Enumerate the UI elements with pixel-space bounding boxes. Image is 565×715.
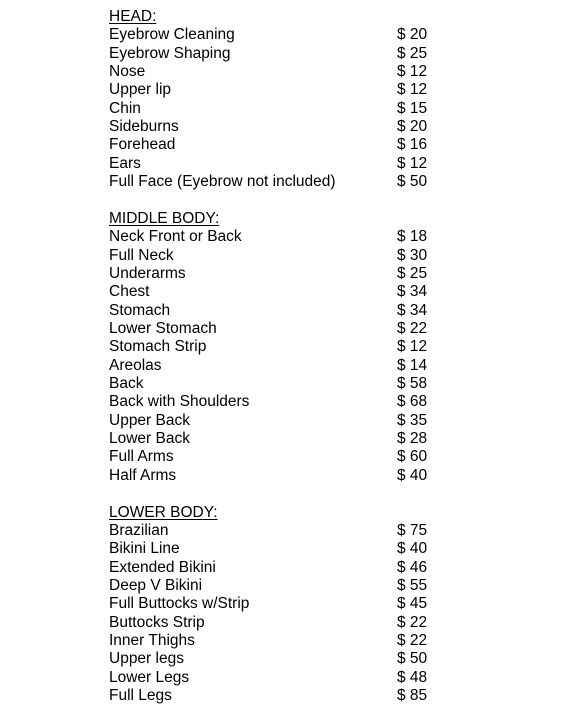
item-name: Upper Back xyxy=(109,411,190,429)
section-lower-body xyxy=(109,504,529,706)
item-price: $ 60 xyxy=(397,448,428,466)
item-name: Brazilian xyxy=(109,521,169,539)
item-price: $ 28 xyxy=(397,430,428,448)
list-item xyxy=(109,100,529,118)
list-item xyxy=(109,650,529,668)
list-item xyxy=(109,614,529,632)
list-item xyxy=(109,302,529,320)
item-price: $ 22 xyxy=(397,632,428,649)
item-name: Full Buttocks w/Strip xyxy=(109,595,250,613)
item-price: $ 20 xyxy=(397,26,428,44)
item-name: Full Face (Eyebrow not included) xyxy=(109,173,336,191)
list-item xyxy=(109,375,529,393)
item-price: $ 85 xyxy=(397,687,428,705)
item-name: Inner Thighs xyxy=(109,632,195,649)
list-item xyxy=(109,632,529,650)
section-head xyxy=(109,8,529,191)
list-item xyxy=(109,577,529,595)
item-price: $ 68 xyxy=(397,393,428,411)
item-name: Sideburns xyxy=(109,118,179,136)
item-price: $ 75 xyxy=(397,521,428,539)
section-heading: MIDDLE BODY: xyxy=(109,209,220,227)
list-item xyxy=(109,687,529,705)
item-price: $ 34 xyxy=(397,283,428,301)
item-price: $ 12 xyxy=(397,81,428,99)
item-price: $ 14 xyxy=(397,356,428,374)
item-price: $ 50 xyxy=(397,650,428,668)
list-item xyxy=(109,118,529,136)
list-item xyxy=(109,26,529,44)
list-item xyxy=(109,320,529,338)
item-price: $ 34 xyxy=(397,301,428,319)
item-name: Areolas xyxy=(109,356,162,374)
item-price: $ 20 xyxy=(397,118,428,136)
item-name: Back with Shoulders xyxy=(109,393,250,411)
item-name: Lower Back xyxy=(109,430,190,448)
list-item xyxy=(109,247,529,265)
item-price: $ 12 xyxy=(397,63,428,81)
list-item xyxy=(109,173,529,191)
item-name: Deep V Bikini xyxy=(109,576,203,594)
item-price: $ 55 xyxy=(397,576,428,594)
list-item xyxy=(109,540,529,558)
list-item xyxy=(109,357,529,375)
list-item xyxy=(109,669,529,687)
item-price: $ 12 xyxy=(397,338,428,356)
list-item xyxy=(109,228,529,246)
item-name: Chest xyxy=(109,283,150,301)
item-name: Half Arms xyxy=(109,466,177,484)
item-name: Full Neck xyxy=(109,246,174,264)
list-item xyxy=(109,45,529,63)
item-name: Forehead xyxy=(109,136,176,154)
section-middle-body xyxy=(109,210,529,485)
list-item xyxy=(109,448,529,466)
item-price: $ 40 xyxy=(397,540,428,558)
item-name: Lower Legs xyxy=(109,668,190,686)
item-name: Eyebrow Cleaning xyxy=(109,26,235,44)
item-price: $ 22 xyxy=(397,320,428,337)
item-name: Buttocks Strip xyxy=(109,613,205,631)
item-price: $ 18 xyxy=(397,228,428,246)
item-name: Ears xyxy=(109,154,141,172)
section-heading: HEAD: xyxy=(109,8,157,25)
item-name: Stomach xyxy=(109,301,171,319)
item-name: Nose xyxy=(109,63,146,81)
list-item xyxy=(109,136,529,154)
item-name: Upper lip xyxy=(109,81,172,99)
list-item xyxy=(109,412,529,430)
item-name: Chin xyxy=(109,99,141,117)
item-price: $ 30 xyxy=(397,246,428,264)
list-item xyxy=(109,393,529,411)
item-price: $ 45 xyxy=(397,595,428,613)
item-price: $ 50 xyxy=(397,173,428,191)
item-name: Upper legs xyxy=(109,650,184,668)
item-price: $ 22 xyxy=(397,613,428,631)
item-price: $ 58 xyxy=(397,375,428,393)
item-name: Extended Bikini xyxy=(109,558,216,576)
list-item xyxy=(109,81,529,99)
list-item xyxy=(109,430,529,448)
item-name: Lower Stomach xyxy=(109,320,217,337)
price-list xyxy=(109,8,529,705)
list-item xyxy=(109,559,529,577)
item-price: $ 25 xyxy=(397,44,428,62)
list-item xyxy=(109,595,529,613)
item-price: $ 48 xyxy=(397,668,428,686)
section-heading: LOWER BODY: xyxy=(109,503,218,521)
item-price: $ 35 xyxy=(397,411,428,429)
list-item xyxy=(109,522,529,540)
item-name: Underarms xyxy=(109,264,186,282)
item-name: Full Arms xyxy=(109,448,174,466)
item-name: Back xyxy=(109,375,144,393)
list-item xyxy=(109,63,529,81)
item-name: Eyebrow Shaping xyxy=(109,44,231,62)
item-name: Bikini Line xyxy=(109,540,180,558)
item-price: $ 25 xyxy=(397,264,428,282)
item-name: Stomach Strip xyxy=(109,338,207,356)
list-item xyxy=(109,283,529,301)
item-name: Full Legs xyxy=(109,687,172,705)
item-name: Neck Front or Back xyxy=(109,228,242,246)
item-price: $ 16 xyxy=(397,136,428,154)
list-item xyxy=(109,467,529,485)
item-price: $ 12 xyxy=(397,154,428,172)
list-item xyxy=(109,338,529,356)
item-price: $ 40 xyxy=(397,466,428,484)
item-price: $ 46 xyxy=(397,558,428,576)
list-item xyxy=(109,265,529,283)
list-item xyxy=(109,155,529,173)
item-price: $ 15 xyxy=(397,99,428,117)
